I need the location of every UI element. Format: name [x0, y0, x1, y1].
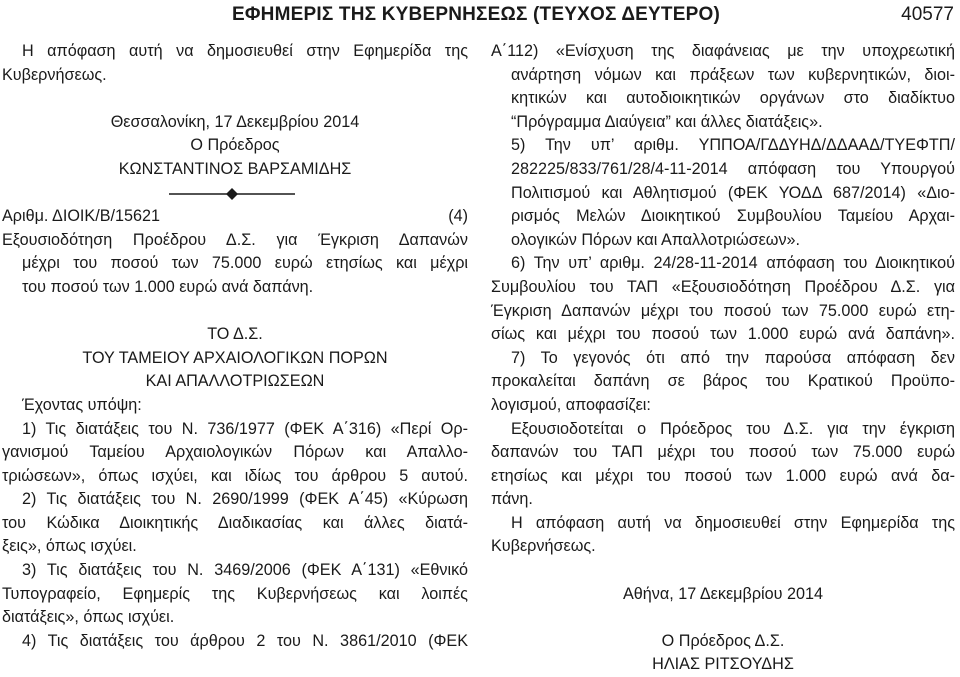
- body-line: λογισμού, αποφασίζει:: [491, 395, 651, 414]
- body-line: Εξουσιοδοτείται ο Πρόεδρος του Δ.Σ. για την έγκριση: [511, 419, 955, 438]
- spacer: [491, 559, 955, 583]
- body-line: Κυβερνήσεως.: [491, 537, 596, 556]
- body-line: 1) Τις διατάξεις του Ν. 736/1977 (ΦΕΚ Α΄316) «Περί Ορ-: [22, 419, 468, 438]
- place-date: Θεσσαλονίκη, 17 Δεκεμβρίου 2014: [110, 112, 360, 131]
- decision-title-line: μέχρι του ποσού των 75.000 ευρώ ετησίως και μέχρι: [22, 254, 468, 273]
- body-line: Τυπογραφείο, Εφημερίς της Κυβερνήσεως και λοιπές: [2, 584, 468, 603]
- body-line: 4) Τις διατάξεις του άρθρου 2 του Ν. 3861/2010 (ΦΕΚ: [22, 631, 468, 650]
- place-date: Αθήνα, 17 Δεκεμβρίου 2014: [622, 584, 823, 603]
- body-line: ρισμός Μελών Διοικητικού Συμβουλίου Ταμείου Αρχαι-: [511, 207, 955, 226]
- decision-title-line: του ποσού των 1.000 ευρώ ανά δαπάνη.: [22, 277, 314, 296]
- decision-reference: Αριθμ. ΔΙΟΙΚ/Β/15621: [2, 207, 161, 226]
- body-line: 7) Το γεγονός ότι από την παρούσα απόφαση δεν: [511, 348, 955, 367]
- body-line: 282225/833/761/28/4-11-2014 απόφαση του Υπουργού: [511, 159, 955, 178]
- right-column: [491, 40, 955, 677]
- body-line: Έγκριση Δαπανών μέχρι του ποσού των 75.000 ευρώ ετη-: [491, 301, 955, 320]
- body-line: κητικών και αυτοδιοικητικών οργάνων στο διαδίκτυο: [511, 89, 955, 108]
- signatory-name: ΗΛΙΑΣ ΡΙΤΣΟΥΔΗΣ: [652, 655, 794, 674]
- body-line: 2) Τις διατάξεις του Ν. 2690/1999 (ΦΕΚ Α΄45) «Κύρωση: [22, 490, 468, 509]
- left-column: [2, 40, 468, 653]
- body-line: τριώσεων», όπως ισχύει, και ιδίως του άρθρου 5 αυτού.: [2, 466, 468, 485]
- body-line: δαπανών του ΤΑΠ μέχρι του ποσού των 75.000 ευρώ: [491, 443, 955, 462]
- body-line: διατάξεις», όπως ισχύει.: [2, 608, 175, 627]
- page-header: [0, 0, 960, 34]
- spacer: [491, 606, 955, 630]
- authority-line: ΚΑΙ ΑΠΑΛΛΟΤΡΙΩΣΕΩΝ: [145, 372, 325, 391]
- decision-number: (4): [448, 207, 468, 226]
- authority-line: ΤΟ Δ.Σ.: [207, 325, 263, 344]
- authority-line: ΤΟΥ ΤΑΜΕΙΟΥ ΑΡΧΑΙΟΛΟΓΙΚΩΝ ΠΟΡΩΝ: [82, 348, 388, 367]
- page-number: 40577: [901, 4, 954, 25]
- body-line: σίως και μέχρι του ποσού των 1.000 ευρώ ανά δαπάνη».: [491, 325, 955, 344]
- considering-label: Έχοντας υπόψη:: [22, 395, 142, 414]
- body-line: Η απόφαση αυτή να δημοσιευθεί στην Εφημερίδα της: [511, 513, 955, 532]
- body-line: Συμβουλίου του ΤΑΠ «Εξουσιοδότηση Προέδρου Δ.Σ. για: [491, 277, 955, 296]
- intro-line: Κυβερνήσεως.: [2, 65, 107, 84]
- signatory-role: Ο Πρόεδρος: [190, 136, 280, 155]
- spacer: [2, 87, 468, 111]
- decision-reference-row: [2, 205, 468, 229]
- body-line: Πολιτισμού και Αθλητισμού (ΦΕΚ ΥΟΔΔ 687/2014) «Διο-: [511, 183, 955, 202]
- body-line: 3) Τις διατάξεις του Ν. 3469/2006 (ΦΕΚ Α΄131) «Εθνικό: [22, 561, 468, 580]
- body-line: “Πρόγραμμα Διαύγεια” και άλλες διατάξεις».: [511, 112, 823, 131]
- body-line: ανάρτηση νόμων και πράξεων των κυβερνητικών, διοι-: [511, 65, 955, 84]
- intro-line: Η απόφαση αυτή να δημοσιευθεί στην Εφημερίδα της: [22, 42, 468, 60]
- body-line: του Κώδικα Διοικητικής Διαδικασίας και άλλες διατά-: [2, 513, 468, 532]
- spacer: [2, 300, 468, 324]
- decision-title-line: Εξουσιοδότηση Προέδρου Δ.Σ. για Έγκριση Δαπανών: [2, 230, 468, 249]
- body-line: 6) Την υπ’ αριθμ. 24/28-11-2014 απόφαση του Διοικητικού: [511, 254, 955, 273]
- body-line: Α΄112) «Ενίσχυση της διαφάνειας με την υποχρεωτική: [491, 42, 955, 60]
- body-line: 5) Την υπ’ αριθμ. ΥΠΠΟΑ/ΓΔΔΥΗΔ/ΔΔΑΑΔ/ΤΥΕΦΤΠ/: [511, 136, 955, 155]
- body-line: πάνη.: [491, 490, 533, 509]
- signatory-name: ΚΩΝΣΤΑΝΤΙΝΟΣ ΒΑΡΣΑΜΙΔΗΣ: [118, 159, 352, 178]
- body-line: ετησίως και μέχρι του ποσού των 1.000 ευρώ ανά δα-: [491, 466, 955, 485]
- body-line: προκαλείται δαπάνη σε βάρος του Κρατικού Προϋπο-: [491, 372, 955, 391]
- gazette-title: ΕΦΗΜΕΡΙΣ ΤΗΣ ΚΥΒΕΡΝΗΣΕΩΣ (ΤΕΥΧΟΣ ΔΕΥΤΕΡΟ): [232, 4, 720, 25]
- body-line: ξεις», όπως ισχύει.: [2, 537, 137, 556]
- diamond-rule-icon: [167, 188, 297, 200]
- body-line: ολογικών Πόρων και Απαλλοτριώσεων».: [511, 230, 801, 249]
- signatory-role: Ο Πρόεδρος Δ.Σ.: [661, 631, 785, 650]
- body-line: γανισμού Ταμείου Αρχαιολογικών Πόρων και Απαλλο-: [2, 443, 468, 462]
